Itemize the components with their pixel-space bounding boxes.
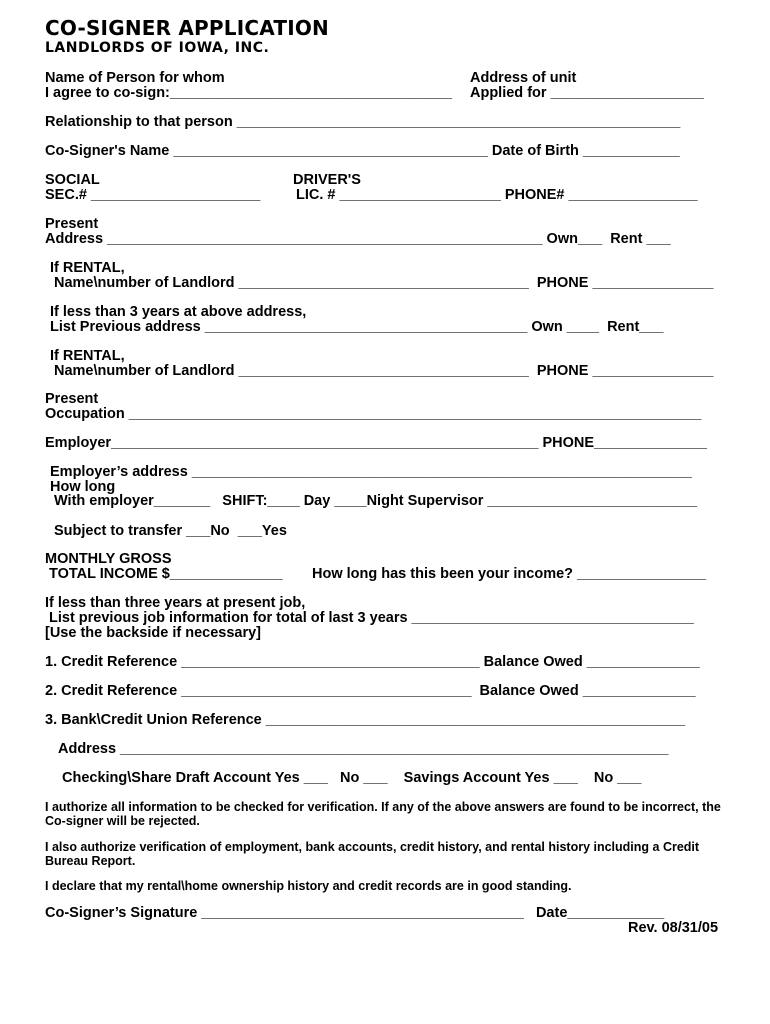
license-phone-field[interactable]: LIC. # ____________________ PHONE# ________________	[296, 187, 698, 203]
previous-job-label: If less than three years at present job,	[45, 595, 306, 611]
name-person-label: Name of Person for whom	[45, 70, 225, 86]
form-title: CO-SIGNER APPLICATION	[45, 16, 329, 40]
backside-note: [Use the backside if necessary]	[45, 625, 261, 641]
credit-reference-1[interactable]: 1. Credit Reference _____________________________________ Balance Owed ______________	[45, 654, 700, 670]
credit-reference-2[interactable]: 2. Credit Reference ____________________________________ Balance Owed ______________	[45, 683, 696, 699]
cosign-field[interactable]: I agree to co-sign:___________________________________	[45, 85, 453, 101]
previous-job-field[interactable]: List previous job information for total of last 3 years ___________________________________	[49, 610, 694, 626]
employer-address-field[interactable]: Employer’s address ______________________________________________________________	[50, 464, 692, 480]
authorization-statement-1: I authorize all information to be checked for verification. If any of the above answers are found to be incorrect, the Co-signer will be rejected.	[45, 800, 721, 828]
present-label: Present	[45, 216, 99, 232]
applied-for-field[interactable]: Applied for ___________________	[470, 85, 704, 101]
drivers-label: DRIVER'S	[293, 172, 361, 188]
form-subtitle: LANDLORDS OF IOWA, INC.	[45, 40, 270, 56]
present-address-field[interactable]: Address ______________________________________________________ Own___ Rent ___	[45, 231, 671, 247]
transfer-field[interactable]: Subject to transfer ___No ___Yes	[54, 523, 287, 539]
employer-field[interactable]: Employer_____________________________________________________ PHONE______________	[45, 435, 707, 451]
ssn-label: SOCIAL	[45, 172, 100, 188]
landlord-field-2[interactable]: Name\number of Landlord ____________________________________ PHONE _______________	[54, 363, 714, 379]
address-unit-label: Address of unit	[470, 70, 577, 86]
how-long-label: How long	[50, 479, 116, 495]
ssn-field[interactable]: SEC.# _____________________	[45, 187, 261, 203]
cosigner-name-field[interactable]: Co-Signer's Name _______________________________________ Date of Birth ____________	[45, 143, 680, 159]
monthly-gross-label: MONTHLY GROSS	[45, 551, 172, 567]
rental-label-1: If RENTAL,	[50, 260, 125, 276]
authorization-statement-2: I also authorize verification of employment, bank accounts, credit history, and rental history including a Credit Bureau Report.	[45, 840, 700, 868]
bank-reference-field[interactable]: 3. Bank\Credit Union Reference ____________________________________________________	[45, 712, 686, 728]
signature-field[interactable]: Co-Signer’s Signature ________________________________________ Date____________	[45, 905, 665, 921]
previous-address-label: If less than 3 years at above address,	[50, 304, 307, 320]
bank-address-field[interactable]: Address ____________________________________________________________________	[58, 741, 669, 757]
landlord-field-1[interactable]: Name\number of Landlord ____________________________________ PHONE _______________	[54, 275, 714, 291]
total-income-field[interactable]: TOTAL INCOME $______________	[49, 566, 283, 582]
occupation-field[interactable]: Occupation _______________________________________________________________________	[45, 406, 702, 422]
relationship-field[interactable]: Relationship to that person _______________________________________________________	[45, 114, 681, 130]
income-duration-field[interactable]: How long has this been your income? ________________	[312, 566, 707, 582]
accounts-field[interactable]: Checking\Share Draft Account Yes ___ No ___ Savings Account Yes ___ No ___	[62, 770, 642, 786]
declaration-statement: I declare that my rental\home ownership history and credit records are in good standing.	[45, 879, 572, 893]
previous-address-field[interactable]: List Previous address ________________________________________ Own ____ Rent___	[50, 319, 664, 335]
rental-label-2: If RENTAL,	[50, 348, 125, 364]
shift-field[interactable]: With employer_______ SHIFT:____ Day ____Night Supervisor __________________________	[54, 493, 698, 509]
present-occupation-label: Present	[45, 391, 99, 407]
revision-label: Rev. 08/31/05	[628, 920, 719, 936]
